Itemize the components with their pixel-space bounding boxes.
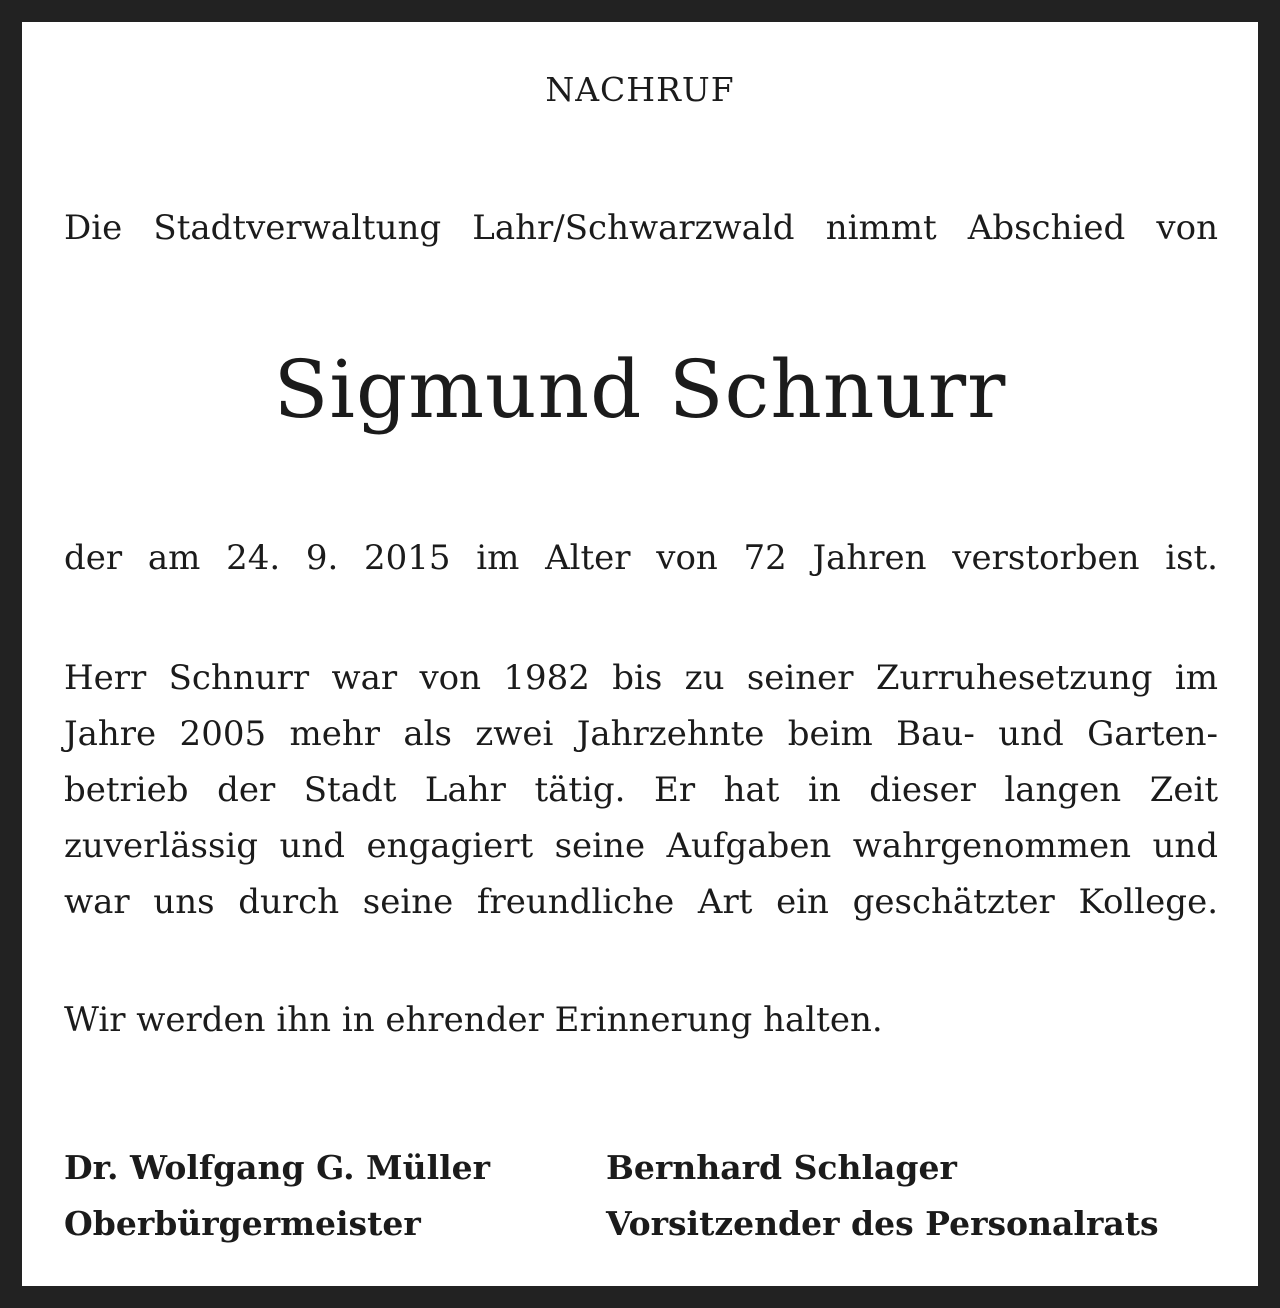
obituary-notice [22,22,1258,1286]
paragraph-line: war uns durch seine freundliche Art ein geschätzter Kollege. [64,882,1218,922]
tribute-paragraph [64,650,1218,930]
signature-block-right [606,1140,1159,1252]
signatory-title: Vorsitzender des Personalrats [606,1204,1159,1243]
signatory-name: Bernhard Schlager [606,1148,957,1187]
paragraph-line: Jahre 2005 mehr als zwei Jahrzehnte beim Bau- und Garten- [64,714,1218,754]
paragraph-line: zuverlässig und engagiert seine Aufgaben wahrgenommen und [64,826,1218,866]
death-line: der am 24. 9. 2015 im Alter von 72 Jahren verstorben ist. [64,538,1218,578]
signatory-title: Oberbürgermeister [64,1204,421,1243]
deceased-name: Sigmund Schnurr [273,343,1007,436]
closing-line: Wir werden ihn in ehrender Erinnerung halten. [64,1000,883,1040]
intro-line: Die Stadtverwaltung Lahr/Schwarzwald nimmt Abschied von [64,208,1218,248]
paragraph-line: Herr Schnurr war von 1982 bis zu seiner Zurruhesetzung im [64,658,1218,698]
notice-heading: NACHRUF [545,70,735,109]
paragraph-line: betrieb der Stadt Lahr tätig. Er hat in dieser langen Zeit [64,770,1218,810]
signature-block-left [64,1140,490,1252]
signatory-name: Dr. Wolfgang G. Müller [64,1148,491,1187]
